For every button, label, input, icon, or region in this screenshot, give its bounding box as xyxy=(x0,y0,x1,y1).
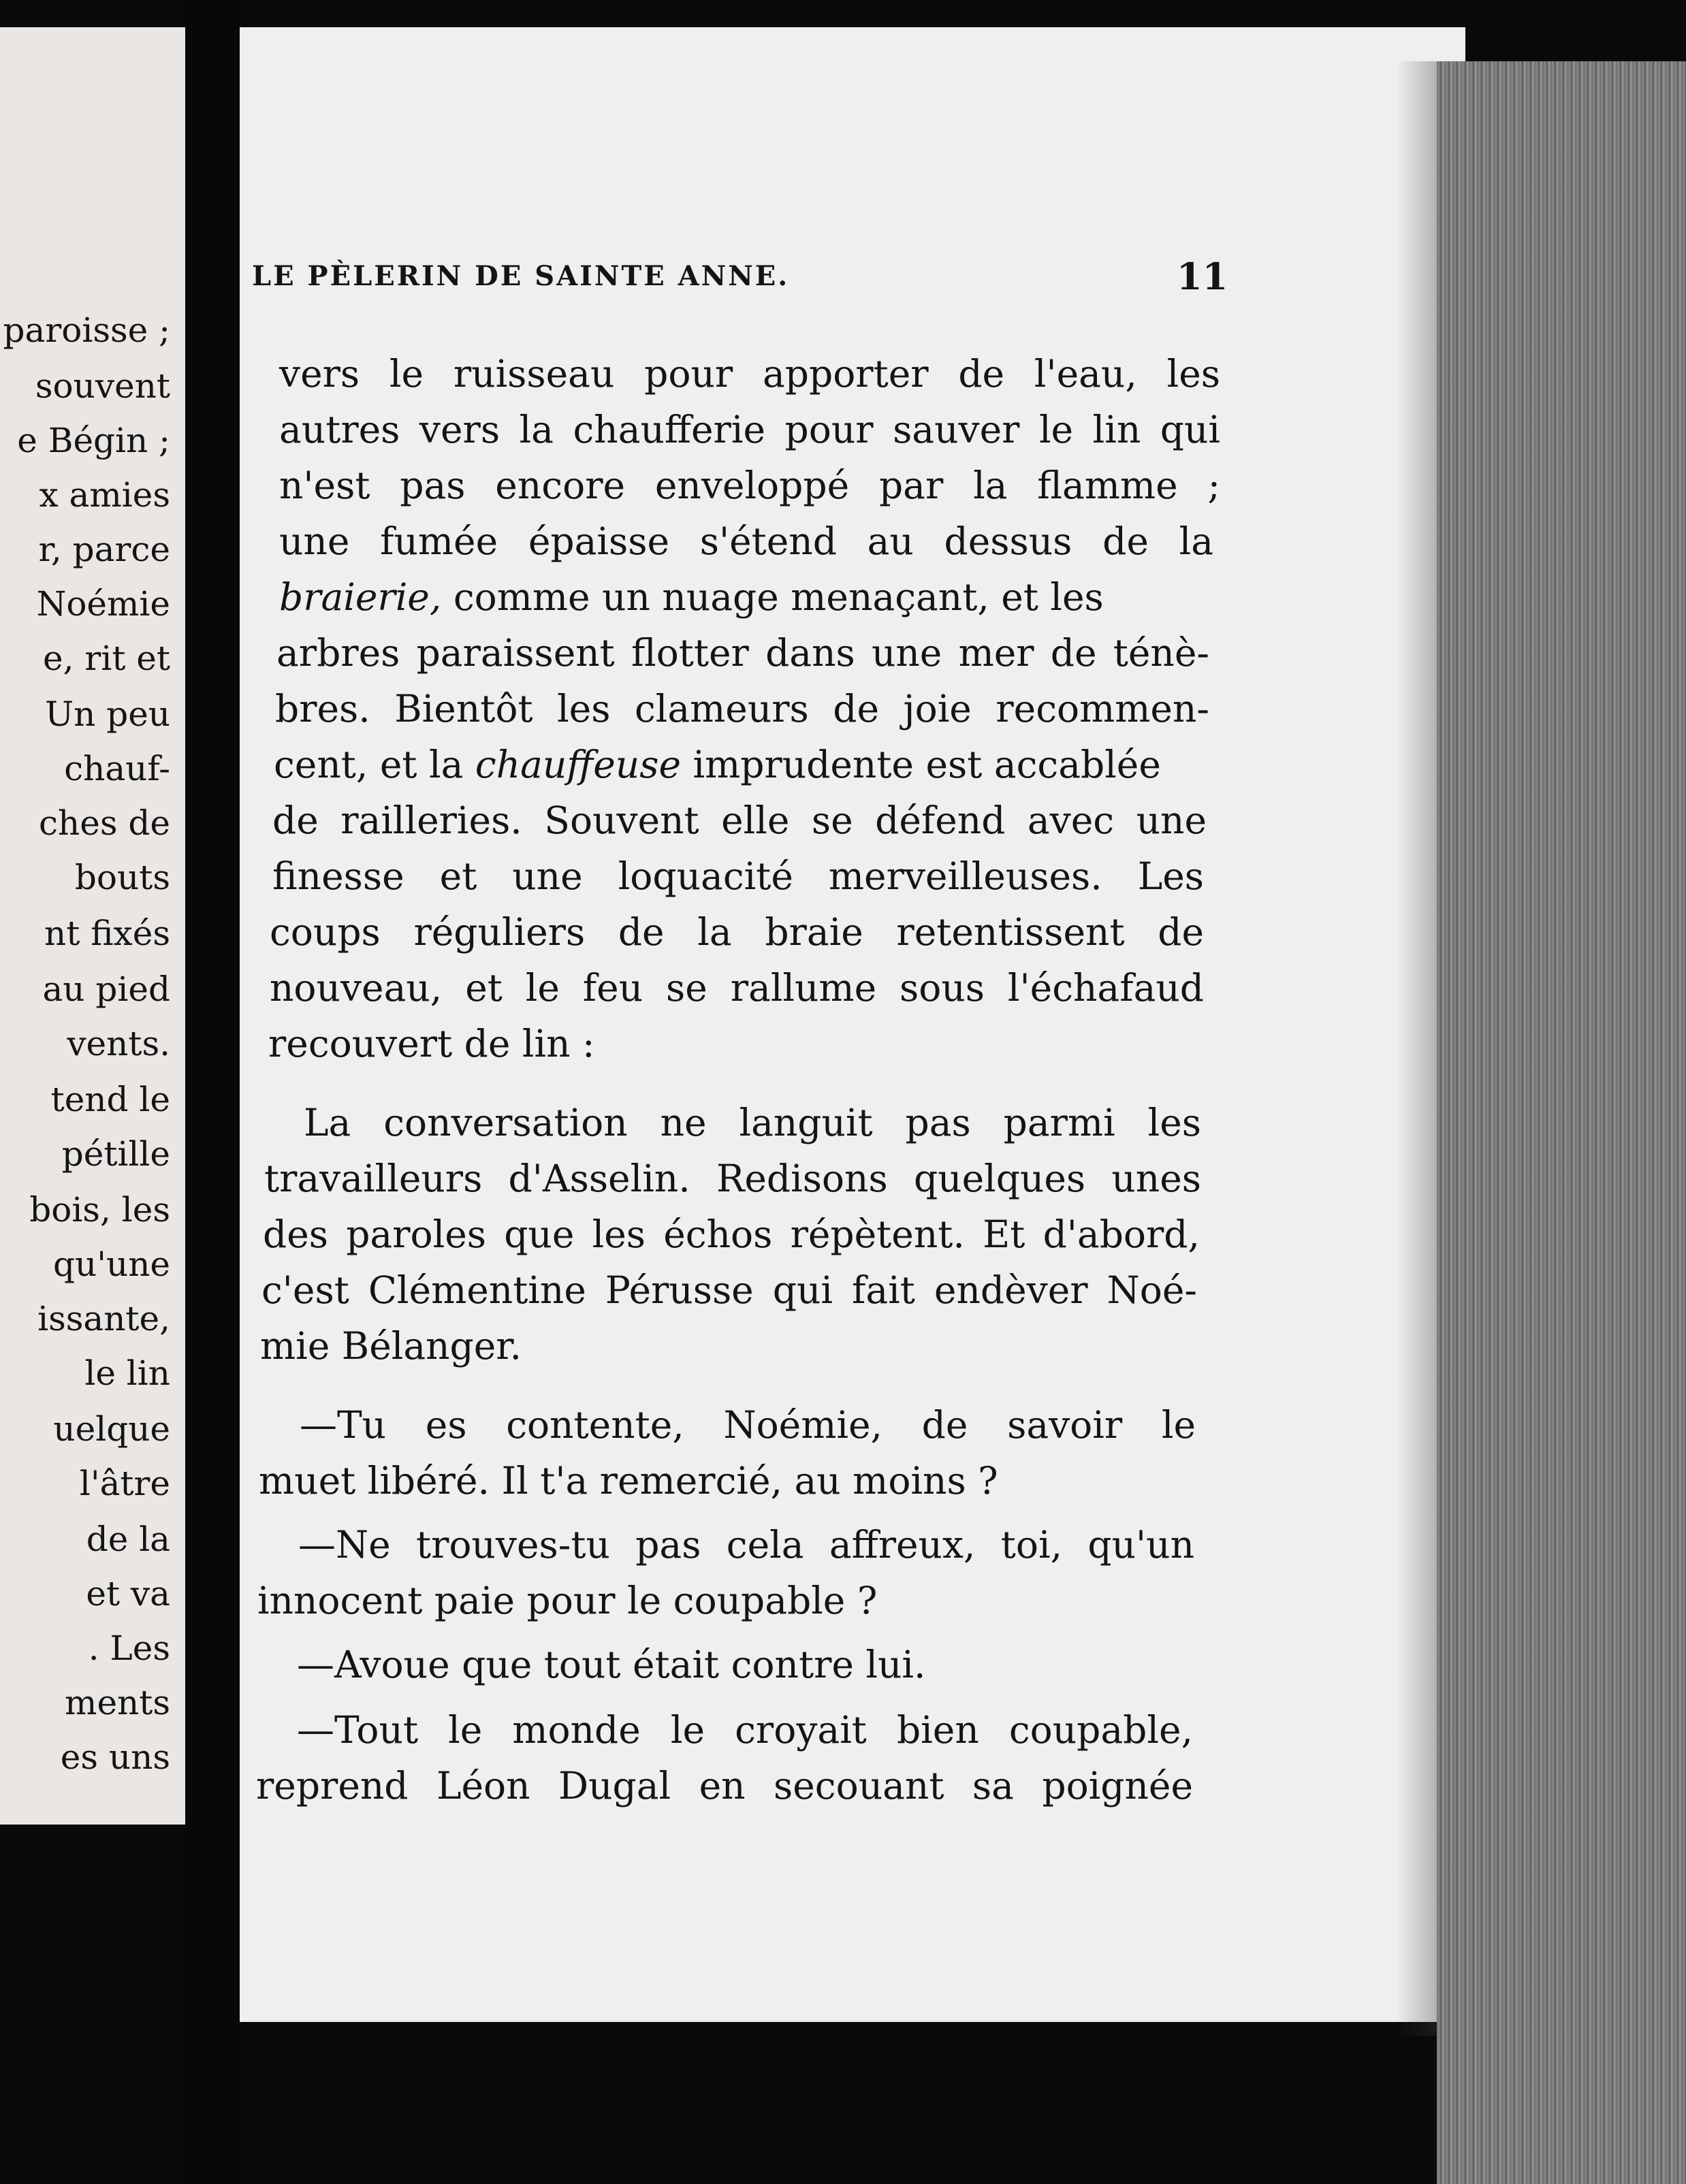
text-line: recouvert de lin : xyxy=(268,1022,595,1065)
dialogue-line: —Tu es contente, Noémie, de savoir le xyxy=(300,1403,1196,1447)
text-line: c'est Clémentine Pérusse qui fait endèver Noé- xyxy=(261,1268,1197,1312)
running-head: LE PÈLERIN DE SAINTE ANNE. xyxy=(252,260,790,292)
text-line: des paroles que les échos répètent. Et d'abord, xyxy=(263,1213,1200,1256)
left-line: e, rit et xyxy=(43,639,170,678)
left-line: tend le xyxy=(50,1080,170,1119)
left-line: souvent xyxy=(35,366,170,406)
italic-term: chauffeuse xyxy=(475,743,681,786)
left-line: Un peu xyxy=(44,694,170,734)
book-gutter xyxy=(185,0,240,2184)
text-line: autres vers la chaufferie pour sauver le lin qui xyxy=(279,408,1220,451)
left-line: . Les xyxy=(88,1628,170,1668)
left-line: ments xyxy=(65,1683,170,1722)
line-part: imprudente est accablée xyxy=(681,743,1161,786)
dialogue-line: innocent paie pour le coupable ? xyxy=(257,1579,878,1622)
left-line: vents. xyxy=(67,1024,170,1063)
left-line: au pied xyxy=(42,969,170,1009)
left-line: r, parce xyxy=(38,530,170,569)
line-part: cent, et la xyxy=(274,743,475,786)
book-page-edges xyxy=(1437,61,1686,2184)
text-line: n'est pas encore enveloppé par la flamme ; xyxy=(279,464,1220,507)
left-page-fragment xyxy=(0,27,185,1825)
dialogue-line: —Avoue que tout était contre lui. xyxy=(297,1643,926,1686)
text-line: une fumée épaisse s'étend au dessus de la xyxy=(279,519,1213,563)
left-line: pétille xyxy=(61,1134,170,1174)
left-line: e Bégin ; xyxy=(17,421,170,460)
left-line: ches de xyxy=(39,803,170,843)
left-line: bois, les xyxy=(29,1190,170,1230)
left-line: paroisse ; xyxy=(3,310,170,350)
text-line: bres. Bientôt les clameurs de joie recommen- xyxy=(275,687,1209,730)
italic-term: braierie, xyxy=(279,575,442,619)
left-line: nt fixés xyxy=(44,914,170,953)
left-line: bouts xyxy=(74,858,170,897)
left-line: uelque xyxy=(53,1409,170,1449)
text-line: vers le ruisseau pour apporter de l'eau, les xyxy=(279,352,1220,396)
dialogue-line: reprend Léon Dugal en secouant sa poignée xyxy=(256,1764,1193,1808)
dialogue-line: muet libéré. Il t'a remercié, au moins ? xyxy=(259,1459,998,1503)
text-line: de railleries. Souvent elle se défend avec une xyxy=(272,799,1207,842)
text-line: mie Bélanger. xyxy=(260,1324,522,1368)
left-line: et va xyxy=(86,1574,170,1613)
left-line: l'âtre xyxy=(79,1464,170,1503)
dialogue-line: —Tout le monde le croyait bien coupable, xyxy=(297,1708,1193,1752)
left-line: qu'une xyxy=(53,1244,170,1284)
left-line: issante, xyxy=(37,1299,170,1338)
text-line: finesse et une loquacité merveilleuses. Les xyxy=(272,854,1204,898)
line-rest: comme un nuage menaçant, et les xyxy=(441,575,1104,619)
text-line: arbres paraissent flotter dans une mer de ténè- xyxy=(276,631,1209,675)
dialogue-line: —Ne trouves-tu pas cela affreux, toi, qu'un xyxy=(298,1523,1194,1567)
left-line: x amies xyxy=(39,475,170,515)
text-line: travailleurs d'Asselin. Redisons quelques unes xyxy=(264,1157,1201,1200)
left-line: chauf- xyxy=(64,749,170,788)
text-line xyxy=(279,575,1213,619)
page-number: 11 xyxy=(1177,255,1228,298)
text-line: coups réguliers de la braie retentissent de xyxy=(270,910,1204,954)
left-line: es uns xyxy=(60,1737,170,1777)
text-line xyxy=(274,743,1207,786)
left-line: le lin xyxy=(84,1353,170,1393)
left-line: de la xyxy=(86,1520,170,1559)
text-line: La conversation ne languit pas parmi les xyxy=(304,1101,1201,1144)
text-line: nouveau, et le feu se rallume sous l'échafaud xyxy=(270,966,1204,1010)
left-line: Noémie xyxy=(36,584,170,624)
